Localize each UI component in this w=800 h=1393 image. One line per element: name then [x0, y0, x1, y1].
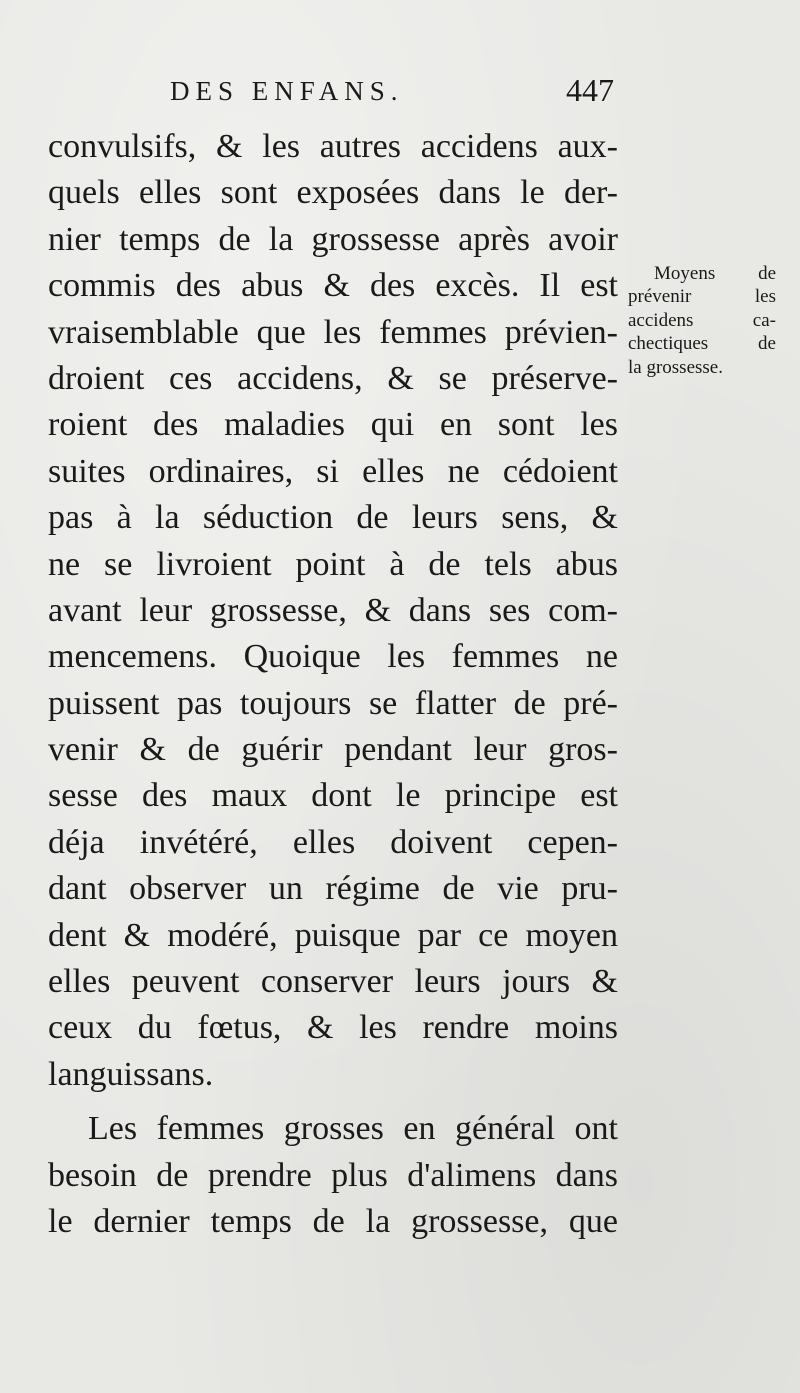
text-line: pas à la séduction de leurs sens, & [48, 499, 618, 537]
text-line: droient ces accidens, & se préserve- [48, 359, 618, 397]
margin-note-line: chectiques de [628, 333, 776, 355]
text-line: dant observer un régime de vie pru- [48, 870, 618, 908]
text-line: vraisemblable que les femmes prévien- [48, 313, 618, 351]
text-line: suites ordinaires, si elles ne cédoient [48, 452, 618, 490]
margin-note-line: prévenir les [628, 286, 776, 308]
text-line: ceux du fœtus, & les rendre moins [48, 1009, 618, 1047]
page-header [160, 70, 620, 114]
text-line: sesse des maux dont le principe est [48, 777, 618, 815]
text-line: commis des abus & des excès. Il est [48, 267, 618, 305]
text-line: besoin de prendre plus d'alimens dans [48, 1156, 618, 1194]
paragraph-gap [48, 1098, 618, 1106]
paragraph-1 [48, 124, 618, 1098]
page-number: 447 [566, 72, 614, 108]
margin-note-line: accidens ca- [628, 309, 776, 331]
text-line: le dernier temps de la grossesse, que [48, 1202, 618, 1240]
text-line: languissans. [48, 1055, 214, 1093]
text-line: venir & de guérir pendant leur gros- [48, 731, 618, 769]
text-line: ne se livroient point à de tels abus [48, 545, 618, 583]
text-line: elles peuvent conserver leurs jours & [48, 963, 618, 1001]
paragraph-2 [48, 1106, 618, 1245]
text-line: roient des maladies qui en sont les [48, 406, 618, 444]
text-line: puissent pas toujours se flatter de pré- [48, 684, 618, 722]
text-line: convulsifs, & les autres accidens aux- [48, 128, 618, 165]
text-line: Les femmes grosses en général ont [88, 1110, 618, 1148]
text-line: avant leur grossesse, & dans ses com- [48, 591, 618, 629]
margin-note [628, 262, 776, 379]
body-text [48, 124, 618, 1245]
margin-note-line: la grossesse. [628, 356, 723, 378]
margin-note-line: Moyens de [654, 263, 776, 284]
text-line: nier temps de la grossesse après avoir [48, 220, 618, 258]
text-line: quels elles sont exposées dans le der- [48, 174, 618, 212]
text-line: mencemens. Quoique les femmes ne [48, 638, 618, 676]
text-line: dent & modéré, puisque par ce moyen [48, 916, 618, 954]
running-head: DES ENFANS. [170, 76, 404, 106]
text-line: déja invétéré, elles doivent cepen- [48, 823, 618, 861]
